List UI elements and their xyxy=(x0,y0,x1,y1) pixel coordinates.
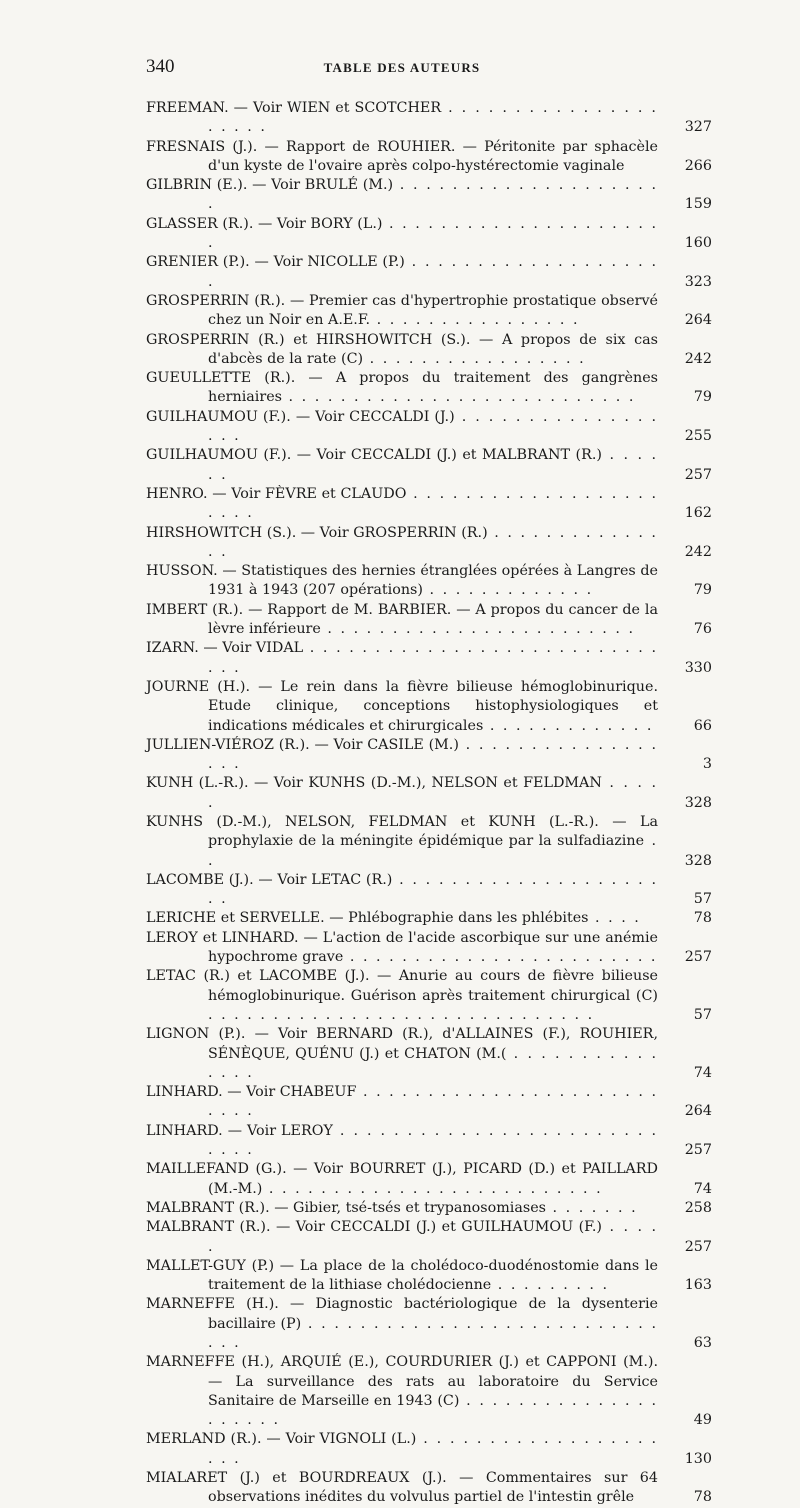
entry-page-number: 66 xyxy=(693,717,712,734)
dot-leaders: . . . . . . . . . . . . . . . xyxy=(208,524,658,560)
entry-description: IMBERT (R.). — Rapport de M. BARBIER. — A propos du cancer de la lèvre inférieure xyxy=(146,601,658,638)
index-entry xyxy=(146,408,712,447)
entry-text xyxy=(146,1199,658,1218)
index-entry xyxy=(146,1025,712,1083)
page-header xyxy=(146,56,658,82)
dot-leaders: . . . . . . . . . . . . . . . . . . xyxy=(208,736,658,773)
entry-page-number: 63 xyxy=(693,1335,712,1351)
entry-description: KUNHS (D.-M.), NELSON, FELDMAN et KUNH (L.-R.). — La prophylaxie de la méningite épidémique par la sulfadiazine xyxy=(146,813,658,850)
dot-leaders: . . . . . . . . . . . . . . . . . . . . . . . . . . . . . . xyxy=(208,1315,658,1351)
entry-description: FREEMAN. — Voir WIEN et SCOTCHER xyxy=(146,100,442,116)
entry-page-number: 160 xyxy=(684,235,712,252)
author-index-list xyxy=(146,99,712,1508)
dot-leaders: . . . . . . xyxy=(208,447,658,483)
entry-description: MARNEFFE (H.). — Diagnostic bactériologique de la dysenterie bacillaire (P) xyxy=(146,1296,658,1332)
entry-description: KUNH (L.-R.). — Voir KUNHS (D.-M.), NELSON et FELDMAN xyxy=(146,775,602,792)
index-entry xyxy=(146,1430,712,1469)
entry-text xyxy=(146,1083,658,1122)
entry-description: GRENIER (P.). — Voir NICOLLE (P.) xyxy=(146,254,405,271)
entry-text xyxy=(146,215,658,254)
index-entry xyxy=(146,485,712,524)
entry-page-number: 130 xyxy=(684,1450,712,1467)
entry-page-number: 242 xyxy=(684,543,712,560)
index-entry xyxy=(146,524,712,563)
entry-text xyxy=(146,813,658,871)
index-entry xyxy=(146,292,712,331)
entry-page-number: 74 xyxy=(693,1064,712,1081)
entry-description: MALBRANT (R.). — Gibier, tsé-tsés et trypanosomiases xyxy=(146,1199,546,1216)
entry-description: HENRO. — Voir FÈVRE et CLAUDO xyxy=(146,485,407,502)
entry-page-number: 79 xyxy=(693,582,712,599)
index-entry xyxy=(146,1160,712,1199)
index-entry xyxy=(146,1083,712,1122)
index-entry xyxy=(146,1257,712,1296)
entry-page-number: 257 xyxy=(684,949,712,966)
dot-leaders: . . . . . . . . . . . . . . . . . . . . . . . . . . . . . . xyxy=(208,640,658,676)
index-entry xyxy=(146,331,712,370)
dot-leaders: . . . . . . . . . . . . . . . . . . . . . xyxy=(208,177,658,213)
entry-text xyxy=(146,678,658,736)
entry-text xyxy=(146,253,658,292)
entry-page-number: 266 xyxy=(684,157,712,174)
entry-page-number: 49 xyxy=(693,1412,712,1429)
index-entry xyxy=(146,138,712,177)
entry-description: LERICHE et SERVELLE. — Phlébographie dans les phlébites xyxy=(146,910,589,927)
index-entry xyxy=(146,176,712,215)
dot-leaders: . . . . . . . . . . . . . . . xyxy=(208,1045,659,1081)
running-title: TABLE DES AUTEURS xyxy=(323,60,481,75)
dot-leaders: . . . . . . . . . . . . . . . . . . . . . . . . . . . xyxy=(208,1084,658,1120)
entry-page-number: 162 xyxy=(684,505,712,522)
entry-page-number: 3 xyxy=(702,756,712,773)
index-entry xyxy=(146,967,712,1025)
entry-text xyxy=(146,967,658,1025)
entry-text xyxy=(146,524,658,563)
page-number: 340 xyxy=(146,56,175,77)
index-entry xyxy=(146,909,712,928)
entry-text xyxy=(146,369,658,408)
index-entry xyxy=(146,678,712,736)
entry-description: GUILHAUMOU (F.). — Voir CECCALDI (J.) xyxy=(146,408,455,425)
index-entry xyxy=(146,929,712,968)
entry-page-number: 323 xyxy=(684,273,712,290)
entry-page-number: 255 xyxy=(684,428,712,445)
entry-description: GROSPERRIN (R.) et HIRSHOWITCH (S.). — A propos de six cas d'abcès de la rate (C) xyxy=(146,331,658,367)
entry-description: GILBRIN (E.). — Voir BRULÉ (M.) xyxy=(146,177,394,194)
entry-page-number: 57 xyxy=(693,891,712,908)
dot-leaders: . . . . . . . . . . . . . . . . . . . . . . . xyxy=(208,485,658,522)
entry-description: LIGNON (P.). — Voir BERNARD (R.), d'ALLAINES (F.), ROUHIER, SÉNÈQUE, QUÉNU (J.) et CHATON (M.( xyxy=(146,1026,658,1062)
entry-text xyxy=(146,639,658,678)
entry-page-number: 264 xyxy=(684,1103,712,1120)
entry-text xyxy=(146,774,658,813)
dot-leaders: . . . . xyxy=(588,910,641,927)
index-entry xyxy=(146,1122,712,1161)
dot-leaders: . . . . . . . . . . . . . . . . . . . . . . xyxy=(208,215,658,252)
entry-text xyxy=(146,601,658,640)
entry-text xyxy=(146,1025,658,1083)
entry-page-number: 163 xyxy=(684,1277,712,1294)
entry-description: MERLAND (R.). — Voir VIGNOLI (L.) xyxy=(146,1431,417,1448)
dot-leaders: . . xyxy=(208,833,658,869)
dot-leaders: . . . . . . . . . . . . . . . . . . . . . xyxy=(208,100,658,136)
entry-text xyxy=(146,292,658,331)
index-entry xyxy=(146,774,712,813)
entry-page-number: 78 xyxy=(693,910,712,927)
entry-text xyxy=(146,1257,658,1296)
entry-description: LACOMBE (J.). — Voir LETAC (R.) xyxy=(146,871,393,888)
index-entry xyxy=(146,446,712,485)
entry-text xyxy=(146,562,658,601)
entry-page-number: 74 xyxy=(693,1180,712,1197)
entry-text xyxy=(146,485,658,524)
entry-text xyxy=(146,909,658,928)
entry-text xyxy=(146,176,658,215)
entry-text xyxy=(146,1122,658,1161)
dot-leaders: . . . . . . . . . . . . . . . . . . . . . xyxy=(208,1431,658,1467)
dot-leaders: . . . . . . . . . . . . . . . . . . . . . . . . xyxy=(320,621,635,638)
entry-description: JOURNE (H.). — Le rein dans la fièvre bilieuse hémoglobinurique. Etude clinique, conceptions histophysiologiques et indications médicales et chirurgicales xyxy=(146,678,658,734)
dot-leaders: . . . . . . . . . . . . . . . . . . . . . . . . . . xyxy=(262,1180,603,1197)
index-entry xyxy=(146,1469,712,1508)
entry-description: LETAC (R.) et LACOMBE (J.). — Anurie au cours de fièvre bilieuse hémoglobinurique. Guérison après traitement chirurgical (C) xyxy=(146,968,658,1004)
entry-page-number: 79 xyxy=(693,389,712,406)
entry-text xyxy=(146,1430,658,1469)
entry-page-number: 78 xyxy=(693,1489,712,1506)
index-entry xyxy=(146,1353,712,1430)
dot-leaders: . . . . . . . . . . . . . . . . . . . . . . . . . . . . . . xyxy=(208,1006,595,1023)
entry-page-number: 242 xyxy=(684,350,712,367)
entry-description: MARNEFFE (H.), ARQUIÉ (E.), COURDURIER (J.) et CAPPONI (M.). — La surveillance des rats au laboratoire du Service Sanitaire de Marseille en 1943 (C) xyxy=(146,1354,658,1409)
entry-text xyxy=(146,138,658,177)
index-entry xyxy=(146,871,712,910)
dot-leaders: . . . . . . . . . . . . . . . . . . . . . . . . xyxy=(343,949,658,966)
entry-text xyxy=(146,1353,658,1430)
entry-description: FRESNAIS (J.). — Rapport de ROUHIER. — Péritonite par sphacèle d'un kyste de l'ovaire après colpo-hystérectomie vaginale xyxy=(146,138,658,174)
entry-description: MALBRANT (R.). — Voir CECCALDI (J.) et GUILHAUMOU (F.) xyxy=(146,1219,603,1236)
index-entry xyxy=(146,736,712,775)
entry-text xyxy=(146,1295,658,1353)
entry-description: GLASSER (R.). — Voir BORY (L.) xyxy=(146,215,383,232)
entry-description: LEROY et LINHARD. — L'action de l'acide ascorbique sur une anémie hypochrome grave xyxy=(146,929,658,966)
dot-leaders: . . . . . xyxy=(208,775,659,811)
entry-page-number: 328 xyxy=(684,852,712,869)
entry-page-number: 330 xyxy=(684,659,712,676)
entry-description: JULLIEN-VIÉROZ (R.). — Voir CASILE (M.) xyxy=(146,736,459,753)
entry-description: HUSSON. — Statistiques des hernies étranglées opérées à Langres de 1931 à 1943 (207 opérations) xyxy=(146,563,658,599)
entry-text xyxy=(146,1160,658,1199)
dot-leaders: . . . . . . . . . . . . . . . . . . . . . xyxy=(208,1392,658,1429)
entry-description: GUILHAUMOU (F.). — Voir CECCALDI (J.) et MALBRANT (R.) xyxy=(146,447,603,464)
dot-leaders: . . . . . . . . . . . . . . . . . . . . . . . . . . . . xyxy=(208,1122,658,1159)
entry-description: MAILLEFAND (G.). — Voir BOURRET (J.), PICARD (D.) et PAILLARD (M.-M.) xyxy=(146,1161,658,1197)
entry-text xyxy=(146,1218,658,1257)
dot-leaders: . . . . . . . . . . . . . . . . . . . . . . xyxy=(208,871,658,908)
entry-page-number: 257 xyxy=(684,1142,712,1159)
entry-description: MALLET-GUY (P.) — La place de la cholédoco-duodénostomie dans le traitement de la lithiase cholédocienne xyxy=(146,1257,658,1294)
entry-text xyxy=(146,929,658,968)
entry-page-number: 264 xyxy=(684,312,712,329)
entry-description: HIRSHOWITCH (S.). — Voir GROSPERRIN (R.) xyxy=(146,524,488,541)
index-entry xyxy=(146,639,712,678)
entry-description: GROSPERRIN (R.). — Premier cas d'hypertrophie prostatique observé chez un Noir en A.E.F. xyxy=(146,292,658,329)
dot-leaders: . . . . . . . . . . . . . . . . xyxy=(370,312,580,329)
dot-leaders: . . . . . . . . . . . . . xyxy=(483,717,654,734)
entry-text xyxy=(146,331,658,370)
entry-page-number: 257 xyxy=(684,466,712,483)
entry-page-number: 258 xyxy=(684,1199,712,1216)
entry-description: LINHARD. — Voir CHABEUF xyxy=(146,1084,357,1101)
index-entry xyxy=(146,253,712,292)
entry-page-number: 159 xyxy=(684,196,712,213)
dot-leaders: . . . . . xyxy=(208,1219,658,1255)
entry-description: MIALARET (J.) et BOURDREAUX (J.). — Commentaires sur 64 observations inédites du volvulus partiel de l'intestin grêle xyxy=(146,1470,658,1506)
dot-leaders: . . . . . . . . . . . . . . . . . xyxy=(363,350,586,367)
dot-leaders: . . . . . . . . . . . . . xyxy=(422,582,594,599)
index-entry xyxy=(146,1199,712,1218)
dot-leaders: . . . . . . . . . xyxy=(491,1277,610,1294)
index-entry xyxy=(146,601,712,640)
index-entry xyxy=(146,215,712,254)
entry-page-number: 57 xyxy=(693,1006,712,1023)
entry-description: LINHARD. — Voir LEROY xyxy=(146,1122,333,1139)
entry-page-number: 328 xyxy=(684,794,712,811)
dot-leaders: . . . . . . . . . . . . . . . . . . . . . . . . . . . xyxy=(282,389,636,406)
index-entry xyxy=(146,1295,712,1353)
entry-text xyxy=(146,408,658,447)
entry-page-number: 327 xyxy=(684,119,712,136)
index-entry xyxy=(146,1218,712,1257)
entry-text xyxy=(146,736,658,775)
entry-text xyxy=(146,99,658,138)
index-entry xyxy=(146,369,712,408)
entry-text xyxy=(146,446,658,485)
entry-description: GUEULLETTE (R.). — A propos du traitement des gangrènes herniaires xyxy=(146,370,658,406)
entry-text xyxy=(146,871,658,910)
index-entry xyxy=(146,562,712,601)
entry-page-number: 76 xyxy=(693,621,712,638)
dot-leaders: . . . . . . . . . . . . . . . . . . . . xyxy=(208,254,658,290)
dot-leaders: . . . . . . . xyxy=(546,1199,638,1216)
entry-text xyxy=(146,1469,658,1508)
entry-description: IZARN. — Voir VIDAL xyxy=(146,640,304,657)
entry-page-number: 257 xyxy=(684,1238,712,1255)
index-entry xyxy=(146,99,712,138)
dot-leaders: . . . . . . . . . . . . . . . . . . xyxy=(208,408,658,445)
index-entry xyxy=(146,813,712,871)
